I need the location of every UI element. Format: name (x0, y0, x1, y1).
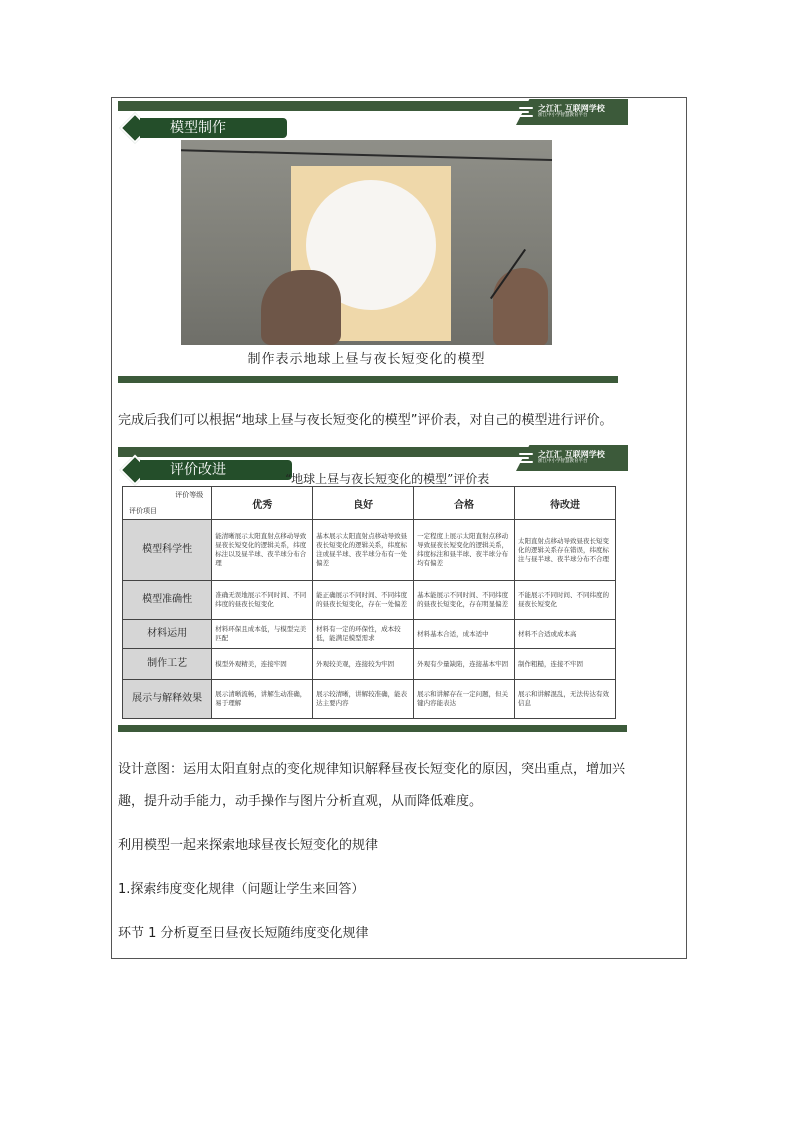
table-corner-header (123, 487, 212, 520)
corner-top-label: 评价等级 (175, 491, 204, 499)
explore-heading: 利用模型一起来探索地球昼夜长短变化的规律 (118, 838, 379, 853)
corner-bottom-label: 评价项目 (129, 507, 157, 515)
table-row (123, 680, 616, 719)
school-logo (519, 99, 627, 125)
table-cell: 模型外观精美，连接牢固 (212, 649, 313, 680)
row-item: 材料运用 (123, 620, 212, 649)
table-cell: 制作粗糙，连接不牢固 (515, 649, 616, 680)
step-1: 1.探索纬度变化规律（问题让学生来回答） (118, 882, 365, 897)
school-logo-2 (519, 445, 627, 471)
level-header: 合格 (414, 487, 515, 520)
table-row (123, 520, 616, 581)
table-cell: 不能展示不同时间、不同纬度的昼夜长短变化 (515, 581, 616, 620)
level-header: 优秀 (212, 487, 313, 520)
design-intent-line2: 趣，提升动手能力，动手操作与图片分析直观，从而降低难度。 (118, 794, 483, 809)
table-cell: 展示和讲解混乱，无法传达有效信息 (515, 680, 616, 719)
table-row (123, 620, 616, 649)
logo-sub-text: 浙江中小学智慧教育平台 (538, 113, 588, 119)
logo-sub-text: 浙江中小学智慧教育平台 (538, 459, 588, 465)
logo-icon (519, 451, 535, 465)
table-cell: 准确无误地展示不同时间、不同纬度的昼夜长短变化 (212, 581, 313, 620)
evaluation-table (122, 486, 616, 719)
table-header-row (123, 487, 616, 520)
table-cell: 展示较清晰，讲解较准确，能表达主要内容 (313, 680, 414, 719)
slide-bottom-rule (118, 376, 618, 383)
table-cell: 材料环保且成本低，与模型完美匹配 (212, 620, 313, 649)
slide-banner (118, 101, 627, 119)
table-cell: 材料有一定的环保性，成本较低，能满足模型需求 (313, 620, 414, 649)
table-cell: 基本展示太阳直射点移动导致昼夜长短变化的逻辑关系，纬度标注或昼半球、夜半球分布有一处偏差 (313, 520, 414, 581)
table-cell: 外观有少量缺陷，连接基本牢固 (414, 649, 515, 680)
table-cell: 一定程度上展示太阳直射点移动导致昼夜长短变化的逻辑关系，纬度标注和昼半球、夜半球分布均有偏差 (414, 520, 515, 581)
table-cell: 太阳直射点移动导致昼夜长短变化的逻辑关系存在错误，纬度标注与昼半球、夜半球分布不合理 (515, 520, 616, 581)
step-2: 环节 1 分析夏至日昼夜长短随纬度变化规律 (118, 926, 369, 941)
table-cell: 外观较美观，连接较为牢固 (313, 649, 414, 680)
model-photo (181, 140, 552, 345)
level-header: 良好 (313, 487, 414, 520)
table-row (123, 581, 616, 620)
section-tag-model-making: 模型制作 (140, 118, 287, 138)
table-row (123, 649, 616, 680)
level-header: 待改进 (515, 487, 616, 520)
table-title: “地球上昼与夜长短变化的模型”评价表 (285, 472, 490, 486)
table-cell: 展示和讲解存在一定问题，但关键内容能表达 (414, 680, 515, 719)
table-cell: 材料不合适或成本高 (515, 620, 616, 649)
table-cell: 基本能展示不同时间、不同纬度的昼夜长短变化，存在明显偏差 (414, 581, 515, 620)
slide-banner-2 (118, 447, 627, 465)
table-cell: 能清晰展示太阳直射点移动导致昼夜长短变化的逻辑关系，纬度标注以及昼半球、夜半球分布合理 (212, 520, 313, 581)
logo-main-text: 之江汇 互联网学校 (538, 450, 605, 460)
row-item: 模型科学性 (123, 520, 212, 581)
design-intent-line1: 设计意图：运用太阳直射点的变化规律知识解释昼夜长短变化的原因，突出重点，增加兴 (118, 762, 626, 777)
photo-caption: 制作表示地球上昼与夜长短变化的模型 (247, 352, 486, 367)
slide-bottom-rule-2 (118, 725, 627, 732)
logo-main-text: 之江汇 互联网学校 (538, 104, 605, 114)
row-item: 制作工艺 (123, 649, 212, 680)
section-tag-evaluation: 评价改进 (140, 460, 292, 480)
row-item: 展示与解释效果 (123, 680, 212, 719)
table-cell: 能正确展示不同时间、不同纬度的昼夜长短变化，存在一处偏差 (313, 581, 414, 620)
row-item: 模型准确性 (123, 581, 212, 620)
logo-icon (519, 105, 535, 119)
table-cell: 展示清晰流畅，讲解生动准确，易于理解 (212, 680, 313, 719)
intro-paragraph: 完成后我们可以根据“地球上昼与夜长短变化的模型”评价表，对自己的模型进行评价。 (118, 413, 613, 428)
table-cell: 材料基本合适，成本适中 (414, 620, 515, 649)
